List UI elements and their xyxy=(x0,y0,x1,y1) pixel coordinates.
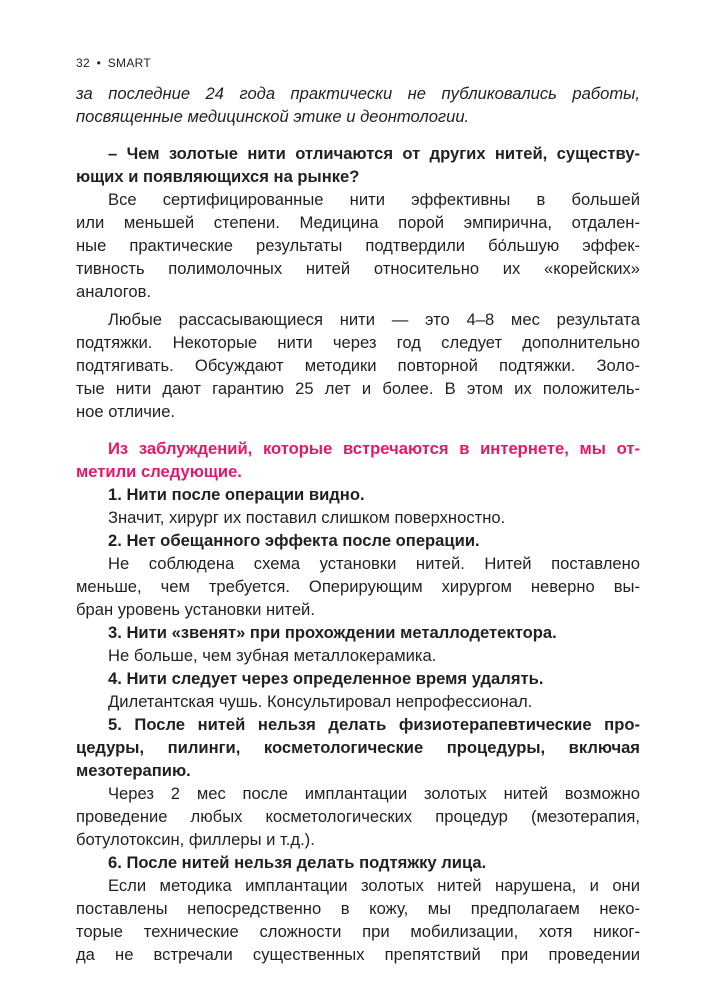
text-line: 5. После нитей нельзя делать физиотерапевтические про- xyxy=(108,715,640,734)
myth-text xyxy=(76,552,640,621)
myth-title xyxy=(76,529,640,552)
text-line: посвященные медицинской этике и деонтологии. xyxy=(76,107,470,126)
myth-text xyxy=(76,690,640,713)
text-line: Не соблюдена схема установки нитей. Нитей поставлено xyxy=(108,554,640,573)
text-line: 4. Нити следует через определенное время удалять. xyxy=(108,669,544,688)
answer-paragraph-1 xyxy=(76,188,640,303)
text-line: Не больше, чем зубная металлокерамика. xyxy=(108,646,437,665)
answer-paragraph-2 xyxy=(76,308,640,423)
text-line: аналогов. xyxy=(76,282,152,301)
text-line: ющих и появляющихся на рынке? xyxy=(76,167,360,186)
text-line: поставлены непосредственно в кожу, мы предполагаем неко- xyxy=(76,899,640,918)
text-line: Если методика имплантации золотых нитей нарушена, и они xyxy=(108,876,640,895)
text-line: 6. После нитей нельзя делать подтяжку лица. xyxy=(108,853,487,872)
myth-text xyxy=(76,644,640,667)
text-line: подтяжки. Некоторые нити через год следует дополнительно xyxy=(76,333,640,352)
article-body xyxy=(76,82,640,966)
text-line: ные практические результаты подтвердили бо́льшую эффек- xyxy=(76,236,640,255)
intro-paragraph xyxy=(76,82,640,128)
myth-text xyxy=(76,506,640,529)
myth-item xyxy=(76,483,640,529)
myth-title xyxy=(76,851,640,874)
text-line: да не встречали существенных препятствий при проведении xyxy=(76,945,640,964)
text-line: цедуры, пилинги, косметологические процедуры, включая xyxy=(76,738,640,757)
text-line: или меньшей степени. Медицина порой эмпирична, отдален- xyxy=(76,213,640,232)
text-line: ное отличие. xyxy=(76,402,176,421)
running-header xyxy=(76,56,151,70)
myth-item xyxy=(76,621,640,667)
text-line: 1. Нити после операции видно. xyxy=(108,485,365,504)
text-line: метили следующие. xyxy=(76,462,242,481)
interview-question xyxy=(76,142,640,188)
text-line: подтягивать. Обсуждают методики повторной подтяжки. Золо- xyxy=(76,356,640,375)
myth-title xyxy=(76,483,640,506)
myth-title xyxy=(76,621,640,644)
myth-item xyxy=(76,529,640,621)
text-line: – Чем золотые нити отличаются от других нитей, существу- xyxy=(108,144,640,163)
header-separator: • xyxy=(96,56,102,70)
text-line: Через 2 мес после имплантации золотых нитей возможно xyxy=(108,784,640,803)
myth-title xyxy=(76,667,640,690)
text-line: тые нити дают гарантию 25 лет и более. В этом их положитель- xyxy=(76,379,640,398)
text-line: ботулотоксин, филлеры и т.д.). xyxy=(76,830,315,849)
text-line: мезотерапию. xyxy=(76,761,191,780)
text-line: 3. Нити «звенят» при прохождении металлодетектора. xyxy=(108,623,557,642)
text-line: 2. Нет обещанного эффекта после операции. xyxy=(108,531,480,550)
myth-item xyxy=(76,851,640,966)
text-line: Из заблуждений, которые встречаются в интернете, мы от- xyxy=(108,439,640,458)
text-line: Дилетантская чушь. Консультировал непрофессионал. xyxy=(108,692,533,711)
text-line: тивность полимолочных нитей относительно их «корейских» xyxy=(76,259,640,278)
text-line: Все сертифицированные нити эффективны в большей xyxy=(108,190,640,209)
myth-item xyxy=(76,667,640,713)
myths-heading xyxy=(76,437,640,483)
text-line: меньше, чем требуется. Оперирующим хирургом неверно вы- xyxy=(76,577,640,596)
text-line: Любые рассасывающиеся нити — это 4–8 мес результата xyxy=(108,310,640,329)
text-line: бран уровень установки нитей. xyxy=(76,600,315,619)
page-number: 32 xyxy=(76,56,90,70)
text-line: проведение любых косметологических процедур (мезотерапия, xyxy=(76,807,640,826)
myth-text xyxy=(76,782,640,851)
myth-text xyxy=(76,874,640,966)
text-line: торые технические сложности при мобилизации, хотя никог- xyxy=(76,922,640,941)
text-line: за последние 24 года практически не публиковались работы, xyxy=(76,84,640,103)
text-line: Значит, хирург их поставил слишком поверхностно. xyxy=(108,508,506,527)
myth-title xyxy=(76,713,640,782)
section-name: SMART xyxy=(107,56,152,70)
myth-item xyxy=(76,713,640,851)
